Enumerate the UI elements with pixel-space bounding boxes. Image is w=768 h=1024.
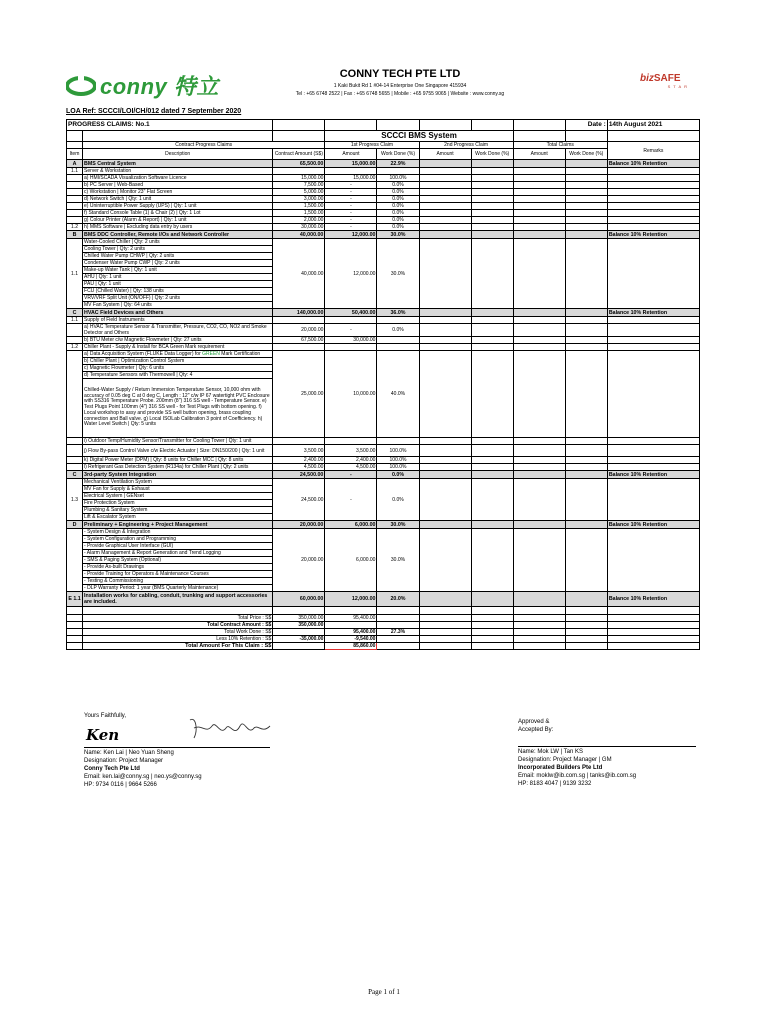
signature-ken: Ken xyxy=(86,726,120,744)
section-amount: 12,000.00 xyxy=(325,231,377,239)
receiver-names: Name: Mok LW | Tan KS xyxy=(518,749,584,755)
row-amount: - xyxy=(325,210,377,217)
retention-contract: -35,000.00 xyxy=(273,636,325,643)
section-contract: 20,000.00 xyxy=(273,521,325,529)
company-header xyxy=(260,68,540,97)
row-desc: - System Design & Integration xyxy=(83,529,273,536)
row-pct: 0.0% xyxy=(377,324,419,337)
section-item: B xyxy=(67,231,83,239)
yours-faithfully: Yours Faithfully, xyxy=(84,713,127,719)
total-contract-row xyxy=(67,622,700,629)
total-work: 95,400.00 xyxy=(325,629,377,636)
section-desc: BMS DDC Controller, Remote I/Os and Network Controller xyxy=(83,231,273,239)
row-pct: 40.0% xyxy=(377,351,419,438)
row-desc: Fire Protection System xyxy=(83,500,273,507)
row-contract: 2,000.00 xyxy=(273,217,325,224)
section-contract: 40,000.00 xyxy=(273,231,325,239)
section-amount: 15,000.00 xyxy=(325,160,377,168)
receiver-designation: Designation: Project Manager | GM xyxy=(518,757,612,763)
section-desc: 3rd-party System Integration xyxy=(83,471,273,479)
row-contract: 2,400.00 xyxy=(273,457,325,464)
retention-row xyxy=(67,636,700,643)
section-amount: 50,400.00 xyxy=(325,309,377,317)
row-contract: 1,500.00 xyxy=(273,210,325,217)
row-desc: h) MMS Software | Excluding data entry by users xyxy=(83,224,273,231)
column-header-row xyxy=(67,149,700,160)
section-item: A xyxy=(67,160,83,168)
col-amount-total: Amount xyxy=(513,149,565,160)
row-pct: 100.0% xyxy=(377,445,419,457)
row-desc: f) Standard Console Table (1) & Chair (2) | Qty: 1 Lot xyxy=(83,210,273,217)
sender-hp: HP: 9734 0116 | 9664 5266 xyxy=(84,782,157,788)
progress-claims-table xyxy=(66,119,700,650)
total-price-label: Total Price : S$ xyxy=(83,615,273,622)
row-desc: Chilled Water Pump CHWP | Qty: 2 units xyxy=(83,253,273,260)
row-pct: 0.0% xyxy=(377,196,419,203)
table-row xyxy=(67,203,700,210)
claim-total: 85,860.00 xyxy=(325,643,377,650)
row-desc: - Provide Training for Operators & Maintenance Courses xyxy=(83,571,273,578)
section-remark: Balance 10% Retention xyxy=(607,160,699,168)
bizsafe-star: STAR xyxy=(667,84,690,89)
company-contact: Tel : +65 6748 2522 | Fax : +65 6748 5655 | Mobile : +65 9755 9065 | Website : www.conny.sg xyxy=(295,91,505,97)
row-desc: MV Fan System | Qty: 64 units xyxy=(83,302,273,309)
group-total: Total Claims xyxy=(513,142,607,149)
row-amount: - xyxy=(325,196,377,203)
row-desc: b) PC Server | Web-Based xyxy=(83,182,273,189)
conny-logo-icon xyxy=(66,76,96,96)
row-amount: - xyxy=(325,217,377,224)
row-amount: - xyxy=(325,182,377,189)
row-pct: 100.0% xyxy=(377,175,419,182)
row-desc: Plumbing & Sanitary System xyxy=(83,507,273,514)
bizsafe-safe: SAFE xyxy=(653,73,681,84)
section-amount: 12,000.00 xyxy=(325,592,377,607)
section-amount: - xyxy=(325,471,377,479)
date-value: 14th August 2021 xyxy=(607,120,699,131)
section-contract: 60,000.00 xyxy=(273,592,325,607)
section-desc: HVAC Field Devices and Others xyxy=(83,309,273,317)
row-desc: Condenser Water Pump CWP | Qty: 2 units xyxy=(83,260,273,267)
table-row xyxy=(67,317,700,324)
table-row xyxy=(67,351,700,358)
section-contract: 65,500.00 xyxy=(273,160,325,168)
row-pct: 30.0% xyxy=(377,239,419,309)
row-desc: - SMS & Paging System (Optional) xyxy=(83,557,273,564)
section-desc: BMS Central System xyxy=(83,160,273,168)
table-row xyxy=(67,324,700,337)
row-pct: 0.0% xyxy=(377,479,419,521)
row-contract: 7,500.00 xyxy=(273,182,325,189)
row-desc: MV Fan for Supply & Exhaust xyxy=(83,486,273,493)
section-pct: 20.0% xyxy=(377,592,419,607)
row-amount: - xyxy=(325,324,377,337)
progress-title: PROGRESS CLAIMS: No.1 xyxy=(67,120,273,131)
group-1st: 1st Progress Claim xyxy=(325,142,419,149)
row-desc: Chilled-Water Supply / Return Immersion Temperature Sensor, 10,000 ohm with accuracy of 0.05 deg C at 0 deg C, Length : 12" c/w IP 67 watertight PVC Enclosure with SS316 Temperature Probe. 200mm (8") 316 SS well - Temperature Sensor. e) Test Plugs Point 100mm (4") 316 SS well - for Test Plugs with bottom opening. f) Local workshop to assy and provide SS well button opening, brass coupling connection and Ball valve. g) Local ISOLab Calibration 3 point of Coefficiency. h) Water Level Switch | Qty: 5 units xyxy=(83,379,273,438)
retention-label: Less 10% Retention : S$ xyxy=(83,636,273,643)
row-desc: VRV/VRF Split Unit (ON/OFF) | Qty: 2 units xyxy=(83,295,273,302)
section-item: C xyxy=(67,309,83,317)
row-desc: AHU | Qty: 1 unit xyxy=(83,274,273,281)
row-amount: 4,500.00 xyxy=(325,464,377,471)
table-row xyxy=(67,337,700,344)
section-row xyxy=(67,309,700,317)
claim-total-row xyxy=(67,643,700,650)
table-row xyxy=(67,182,700,189)
company-logo xyxy=(66,70,219,101)
total-price-row xyxy=(67,615,700,622)
row-desc: Lift & Escalator System xyxy=(83,514,273,521)
row-desc: b) BTU Meter c/w Magnetic Flowmeter | Qty: 27 units xyxy=(83,337,273,344)
row-desc: - Provide As-built Drawings xyxy=(83,564,273,571)
table-row xyxy=(67,457,700,464)
row-contract: 3,500.00 xyxy=(273,445,325,457)
row-desc: - System Configuration and Programming xyxy=(83,536,273,543)
section-row xyxy=(67,160,700,168)
page-number: Page 1 of 1 xyxy=(368,988,400,996)
row-desc: l) Refrigerant Gas Detection System (R134a) for Chiller Plant | Qty: 2 units xyxy=(83,464,273,471)
row-contract: 3,000.00 xyxy=(273,196,325,203)
table-row xyxy=(67,344,700,351)
col-amount-1: Amount xyxy=(325,149,377,160)
row-desc: g) Colour Printer (Alarm & Report) | Qty: 1 unit xyxy=(83,217,273,224)
section-desc: Preliminary + Engineering + Project Management xyxy=(83,521,273,529)
row-amount: - xyxy=(325,224,377,231)
table-row xyxy=(67,196,700,203)
section-row xyxy=(67,471,700,479)
sender-designation: Designation: Project Manager xyxy=(84,758,164,764)
row-amount: 15,000.00 xyxy=(325,175,377,182)
row-contract: 20,000.00 xyxy=(273,529,325,592)
spacer-row xyxy=(67,607,700,615)
bizsafe-badge xyxy=(640,68,690,90)
row-desc: d) Network Switch | Qty: 1 unit xyxy=(83,196,273,203)
logo-text: conny 特立 xyxy=(100,74,219,99)
row-amount: - xyxy=(325,203,377,210)
section-pct: 30.0% xyxy=(377,521,419,529)
col-amount-2: Amount xyxy=(419,149,471,160)
group-header-row xyxy=(67,142,700,149)
table-row xyxy=(67,217,700,224)
row-desc: FCU (Chilled Water) | Qty: 138 units xyxy=(83,288,273,295)
row-desc: Chiller Plant - Supply & Install for BCA Green Mark requirement xyxy=(83,344,273,351)
total-price-claim: 95,400.00 xyxy=(325,615,377,622)
section-remark: Balance 10% Retention xyxy=(607,231,699,239)
row-pct xyxy=(377,337,419,344)
table-row xyxy=(67,210,700,217)
row-pct: 0.0% xyxy=(377,189,419,196)
table-row xyxy=(67,175,700,182)
table-row xyxy=(67,168,700,175)
row-amount: - xyxy=(325,189,377,196)
row-desc: Make-up Water Tank | Qty: 1 unit xyxy=(83,267,273,274)
section-pct: 30.0% xyxy=(377,231,419,239)
section-row xyxy=(67,521,700,529)
row-desc: k) Digital Power Meter (DPM) | Qty: 8 units for Chiller MCC | Qty: 8 units xyxy=(83,457,273,464)
row-pct: 0.0% xyxy=(377,217,419,224)
row-pct: 100.0% xyxy=(377,457,419,464)
signature-line-right xyxy=(518,746,696,747)
table-row xyxy=(67,445,700,457)
row-desc: i) Outdoor Temp/Humidity Sensor/Transmitter for Cooling Tower | Qty: 1 unit xyxy=(83,438,273,445)
col-workdone-1: Work Done (%) xyxy=(377,149,419,160)
row-amount: - xyxy=(325,479,377,521)
section-row xyxy=(67,592,700,607)
col-workdone-total: Work Done (%) xyxy=(565,149,607,160)
row-pct: 0.0% xyxy=(377,210,419,217)
system-title-row xyxy=(67,131,700,142)
row-amount: 12,000.00 xyxy=(325,239,377,309)
total-work-label: Total Work Done : S$ xyxy=(83,629,273,636)
total-price: 350,000.00 xyxy=(273,615,325,622)
row-desc: e) Uninterruptible Power Supply (UPS) | Qty: 1 unit xyxy=(83,203,273,210)
row-desc: Electrical System | GENset xyxy=(83,493,273,500)
row-desc: Water-Cooled Chiller | Qty: 2 units xyxy=(83,239,273,246)
row-contract: 24,500.00 xyxy=(273,479,325,521)
row-amount: 10,000.00 xyxy=(325,351,377,438)
company-name: CONNY TECH PTE LTD xyxy=(339,68,461,80)
section-remark: Balance 10% Retention xyxy=(607,471,699,479)
company-address: 1 Kaki Bukit Rd 1 #04-14 Enterprise One Singapore 415934 xyxy=(333,83,467,89)
section-pct: 22.9% xyxy=(377,160,419,168)
row-contract: 4,500.00 xyxy=(273,464,325,471)
green-highlight: GREEN xyxy=(202,351,220,357)
receiver-hp: HP: 8183 4047 | 9139 3232 xyxy=(518,781,592,787)
loa-reference: LOA Ref: SCCCI/LOI/CH/012 dated 7 September 2020 xyxy=(66,108,242,115)
row-contract: 30,000.00 xyxy=(273,224,325,231)
sender-names: Name: Ken Lai | Neo Yuan Sheng xyxy=(84,750,174,756)
row-desc: Supply of Field Instruments xyxy=(83,317,273,324)
table-row xyxy=(67,224,700,231)
section-pct: 0.0% xyxy=(377,471,419,479)
section-row xyxy=(67,231,700,239)
row-pct: 30.0% xyxy=(377,529,419,592)
signature-line-left xyxy=(84,747,270,748)
row-contract: 15,000.00 xyxy=(273,175,325,182)
section-item: E 1.1 xyxy=(67,592,83,607)
row-desc: a) HMI/SCADA Visualization Software Licence xyxy=(83,175,273,182)
row-desc: d) Temperature Sensors with Thermowell | Qty: 4 xyxy=(83,372,273,379)
row-desc: c) Workstation | Monitor 23" Flat Screen xyxy=(83,189,273,196)
group-contract: Contract Progress Claims xyxy=(83,142,325,149)
row-desc: - DLP Warranty Period: 1 year (BMS Quarterly Maintenance) xyxy=(83,585,273,592)
row-pct: 0.0% xyxy=(377,203,419,210)
row-pct: 0.0% xyxy=(377,224,419,231)
row-item: 1.2 xyxy=(67,224,83,231)
col-remarks: Remarks xyxy=(607,142,699,160)
row-desc: - Alarm Management & Report Generation and Trend Logging xyxy=(83,550,273,557)
section-remark: Balance 10% Retention xyxy=(607,521,699,529)
total-work-pct: 27.3% xyxy=(377,629,419,636)
section-contract: 140,000.00 xyxy=(273,309,325,317)
col-item: Item xyxy=(67,149,83,160)
row-item: 1.1 xyxy=(67,317,83,324)
row-desc-text: a) Data Acquisition System (FLUKE Data Logger) for xyxy=(84,351,203,357)
section-item: D xyxy=(67,521,83,529)
row-desc: Mechanical Ventilation System xyxy=(83,479,273,486)
retention: -9,540.00 xyxy=(325,636,377,643)
row-desc: b) Chiller Plant | Optimization Control System xyxy=(83,358,273,365)
section-remark: Balance 10% Retention xyxy=(607,309,699,317)
receiver-email: Email: moklw@ib.com.sg | tanks@ib.com.sg xyxy=(518,773,637,779)
table-row xyxy=(67,239,700,246)
receiver-company: Incorporated Builders Pte Ltd xyxy=(518,765,603,771)
row-desc: Cooling Tower | Qty: 2 units xyxy=(83,246,273,253)
section-pct: 36.0% xyxy=(377,309,419,317)
claim-total-label: Total Amount For This Claim : S$ xyxy=(83,643,273,650)
row-contract: 40,000.00 xyxy=(273,239,325,309)
sender-company: Conny Tech Pte Ltd xyxy=(84,766,140,772)
approval-label xyxy=(518,718,553,734)
row-desc: Server & Workstation xyxy=(83,168,273,175)
accepted-text: Accepted By: xyxy=(518,727,554,733)
row-desc: - Testing & Commissioning xyxy=(83,578,273,585)
section-remark: Balance 10% Retention xyxy=(607,592,699,607)
row-item: 1.3 xyxy=(67,479,83,521)
approved-text: Approved & xyxy=(518,719,550,725)
row-amount: 6,000.00 xyxy=(325,529,377,592)
row-contract: 25,000.00 xyxy=(273,351,325,438)
row-desc: c) Magnetic Flowmeter | Qty: 6 units xyxy=(83,365,273,372)
section-desc: Installation works for cabling, conduit, trunking and support accessories are included. xyxy=(83,592,273,607)
row-pct: 0.0% xyxy=(377,182,419,189)
row-contract: 1,500.00 xyxy=(273,203,325,210)
table-row xyxy=(67,464,700,471)
section-amount: 6,000.00 xyxy=(325,521,377,529)
section-item: C xyxy=(67,471,83,479)
row-desc: j) Flow By-pass Control Valve c/w Electric Actuator | Size: DN150/200 | Qty: 1 unit xyxy=(83,445,273,457)
total-work-row xyxy=(67,629,700,636)
row-desc: - Provide Graphical User Interface (GUI) xyxy=(83,543,273,550)
row-item: 1.1 xyxy=(67,239,83,309)
bizsafe-biz: biz xyxy=(640,73,654,84)
group-2nd: 2nd Progress Claim xyxy=(419,142,513,149)
row-amount: 30,000.00 xyxy=(325,337,377,344)
row-amount: 3,500.00 xyxy=(325,445,377,457)
row-desc xyxy=(83,351,273,358)
row-pct: 100.0% xyxy=(377,464,419,471)
table-row xyxy=(67,479,700,486)
row-contract: 20,000.00 xyxy=(273,324,325,337)
row-item: 1.2 xyxy=(67,344,83,351)
system-title: SCCCI BMS System xyxy=(325,131,513,142)
section-contract: 24,500.00 xyxy=(273,471,325,479)
row-desc: a) HVAC Temperature Sensor & Transmitter, Pressure, CO2, CO, NO2 and Smoke Detector and Others xyxy=(83,324,273,337)
row-contract: 5,000.00 xyxy=(273,189,325,196)
total-contract-label: Total Contract Amount : S$ xyxy=(83,622,273,629)
row-desc: PAU | Qty: 1 unit xyxy=(83,281,273,288)
table-row xyxy=(67,438,700,445)
table-row xyxy=(67,529,700,536)
table-row xyxy=(67,189,700,196)
col-description: Description xyxy=(83,149,273,160)
receiver-details xyxy=(518,748,636,788)
handwritten-signature-icon xyxy=(186,714,276,744)
col-workdone-2: Work Done (%) xyxy=(471,149,513,160)
total-contract: 350,000.00 xyxy=(273,622,325,629)
sender-email: Email: ken.lai@conny.sg | neo.ys@conny.sg xyxy=(84,774,202,780)
col-contract: Contract Amount (S$) xyxy=(273,149,325,160)
row-desc-text: Mark Certification xyxy=(219,351,261,357)
sender-details xyxy=(84,749,202,789)
row-item: 1.1 xyxy=(67,168,83,175)
date-label: Date : xyxy=(565,120,607,131)
row-amount: 2,400.00 xyxy=(325,457,377,464)
progress-title-row xyxy=(67,120,700,131)
row-contract: 67,500.00 xyxy=(273,337,325,344)
